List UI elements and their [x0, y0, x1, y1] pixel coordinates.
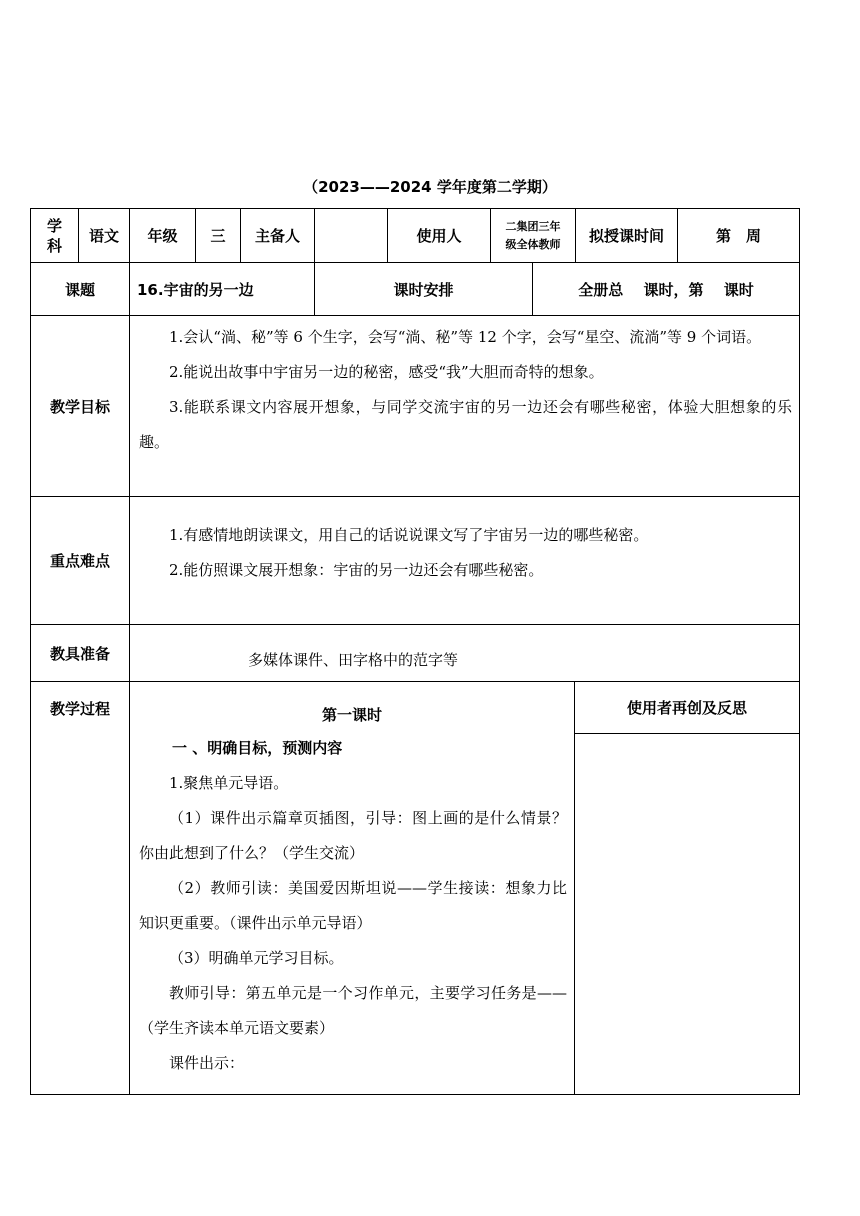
time-value: 第 周	[715, 227, 761, 245]
materials-label: 教具准备	[49, 644, 110, 663]
goals-label: 教学目标	[49, 397, 110, 416]
goal-item: 1.会认“淌、秘”等 6 个生字，会写“淌、秘”等 12 个字，会写“星空、流淌”等 9 个词语。	[169, 328, 762, 346]
section-title: 一 、明确目标，预测内容	[172, 739, 343, 757]
semester-header: （2023——2024 学年度第二学期）	[303, 178, 557, 196]
materials-value: 多媒体课件、田字格中的范字等	[248, 650, 459, 669]
subject-value: 语文	[88, 227, 119, 245]
reflection-divider	[574, 733, 800, 734]
reflection-label: 使用者再创及反思	[626, 699, 747, 717]
table-border-bottom	[30, 1094, 800, 1095]
preparer-label: 主备人	[254, 227, 300, 245]
row-divider	[30, 496, 800, 497]
col-divider	[574, 681, 575, 1095]
topic-label: 课题	[64, 280, 95, 299]
grade-label: 年级	[147, 227, 178, 245]
topic-value: 16.宇宙的另一边	[137, 280, 254, 299]
goal-item: 2.能说出故事中宇宙另一边的秘密，感受“我”大胆而奇特的想象。	[169, 363, 604, 381]
key-points-content	[139, 518, 792, 588]
user-value	[491, 209, 575, 262]
process-paragraph: 教师引导：第五单元是一个习作单元，主要学习任务是——（学生齐读本单元语文要素）	[139, 984, 567, 1037]
process-content	[139, 766, 567, 1081]
user-label: 使用人	[416, 227, 462, 245]
subject-label-text: 学科	[46, 216, 62, 255]
key-points-label: 重点难点	[49, 552, 110, 570]
col-divider	[129, 262, 130, 315]
table-border-right	[799, 208, 800, 1095]
process-label: 教学过程	[49, 699, 110, 718]
process-paragraph: （1）课件出示篇章页插图，引导：图上画的是什么情景？你由此想到了什么？（学生交流）	[139, 809, 567, 862]
goals-content	[139, 320, 792, 460]
row-divider	[30, 315, 800, 316]
process-paragraph: 1.聚焦单元导语。	[169, 774, 289, 792]
process-paragraph: 课件出示：	[169, 1054, 245, 1072]
user-value-line1: 二集团三年	[505, 219, 561, 233]
schedule-value: 全册总 课时，第 课时	[578, 280, 754, 299]
schedule-label: 课时安排	[393, 280, 454, 299]
subject-label	[31, 209, 78, 262]
lesson-title: 第一课时	[321, 705, 382, 724]
user-value-line2: 级全体教师	[505, 237, 561, 251]
key-point-item: 2.能仿照课文展开想象：宇宙的另一边还会有哪些秘密。	[169, 561, 544, 579]
key-point-item: 1.有感情地朗读课文，用自己的话说说课文写了宇宙另一边的哪些秘密。	[169, 526, 649, 544]
process-paragraph: （3）明确单元学习目标。	[169, 949, 344, 967]
grade-value: 三	[210, 227, 226, 245]
row-divider	[30, 624, 800, 625]
process-paragraph: （2）教师引读：美国爱因斯坦说——学生接读：想象力比知识更重要。（课件出示单元导语）	[139, 879, 567, 932]
goal-item: 3.能联系课文内容展开想象，与同学交流宇宙的另一边还会有哪些秘密，体验大胆想象的乐趣。	[139, 398, 792, 451]
preparer-value	[315, 209, 387, 262]
time-label: 拟授课时间	[588, 227, 664, 245]
